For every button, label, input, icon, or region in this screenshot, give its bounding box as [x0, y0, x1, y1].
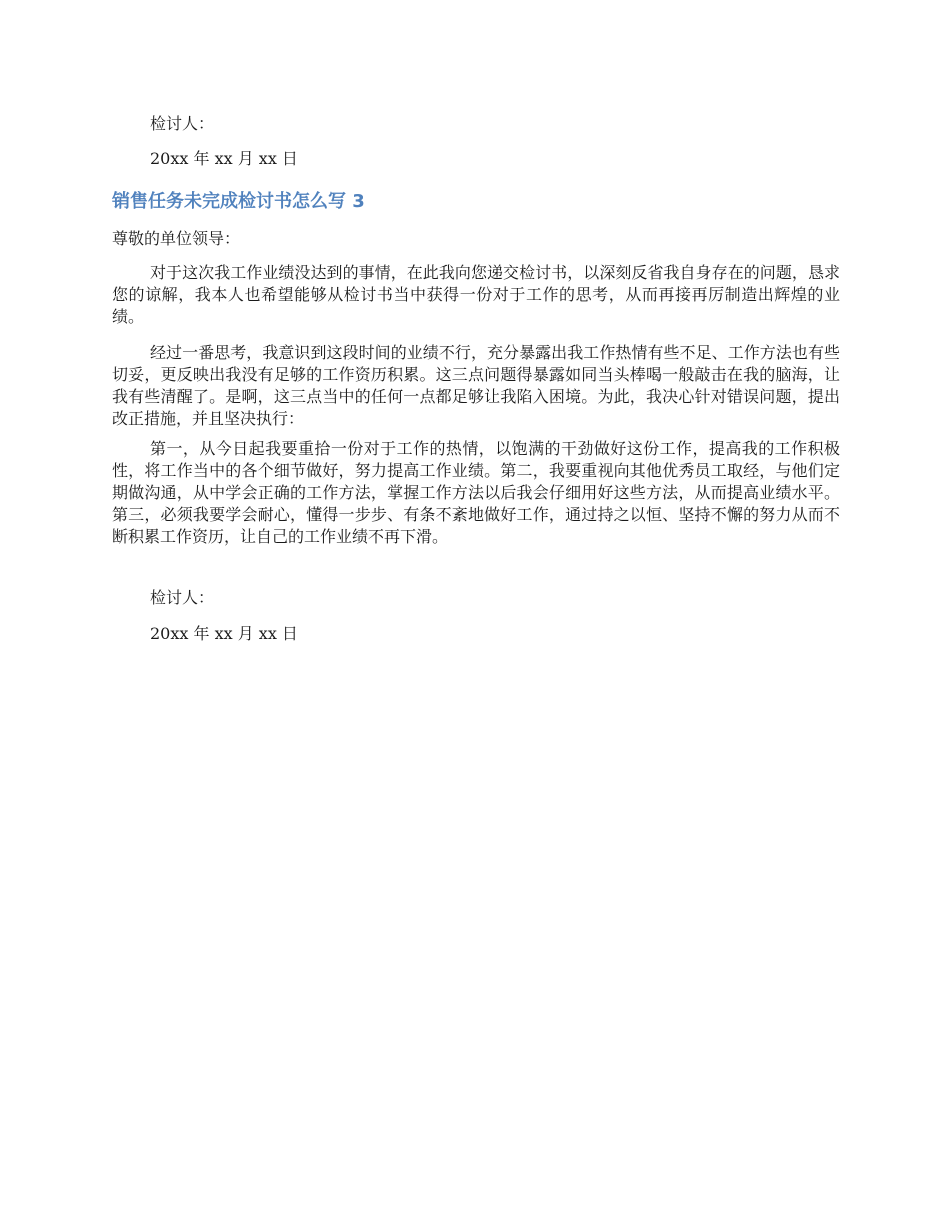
date-line: 20xx 年 xx 月 xx 日 [150, 624, 298, 643]
paragraph-3: 第一，从今日起我要重拾一份对于工作的热情，以饱满的干劲做好这份工作，提高我的工作积极性，将工作当中的各个细节做好，努力提高工作业绩。第二，我要重视向其他优秀员工取经，与他们定期做沟通，从中学会正确的工作方法，掌握工作方法以后我会仔细用好这些方法，从而提高业绩水平。第三，必须我要学会耐心，懂得一步步、有条不紊地做好工作，通过持之以恒、坚持不懈的努力从而不断积累工作资历，让自己的工作业绩不再下滑。 [112, 439, 840, 546]
signer-label: 检讨人： [150, 588, 215, 607]
section-heading: 销售任务未完成检讨书怎么写 3 [112, 191, 365, 212]
paragraph-1: 对于这次我工作业绩没达到的事情，在此我向您递交检讨书，以深刻反省我自身存在的问题，恳求您的谅解，我本人也希望能够从检讨书当中获得一份对于工作的思考，从而再接再厉制造出辉煌的业绩。 [112, 263, 840, 326]
paragraph-2: 经过一番思考，我意识到这段时间的业绩不行，充分暴露出我工作热情有些不足、工作方法也有些切妥，更反映出我没有足够的工作资历积累。这三点问题得暴露如同当头棒喝一般敲击在我的脑海，让我有些清醒了。是啊，这三点当中的任何一点都足够让我陷入困境。为此，我决心针对错误问题，提出改正措施，并且坚决执行： [112, 343, 840, 428]
salutation: 尊敬的单位领导： [112, 229, 241, 248]
signer-label: 检讨人： [150, 114, 215, 133]
date-line: 20xx 年 xx 月 xx 日 [150, 149, 298, 168]
